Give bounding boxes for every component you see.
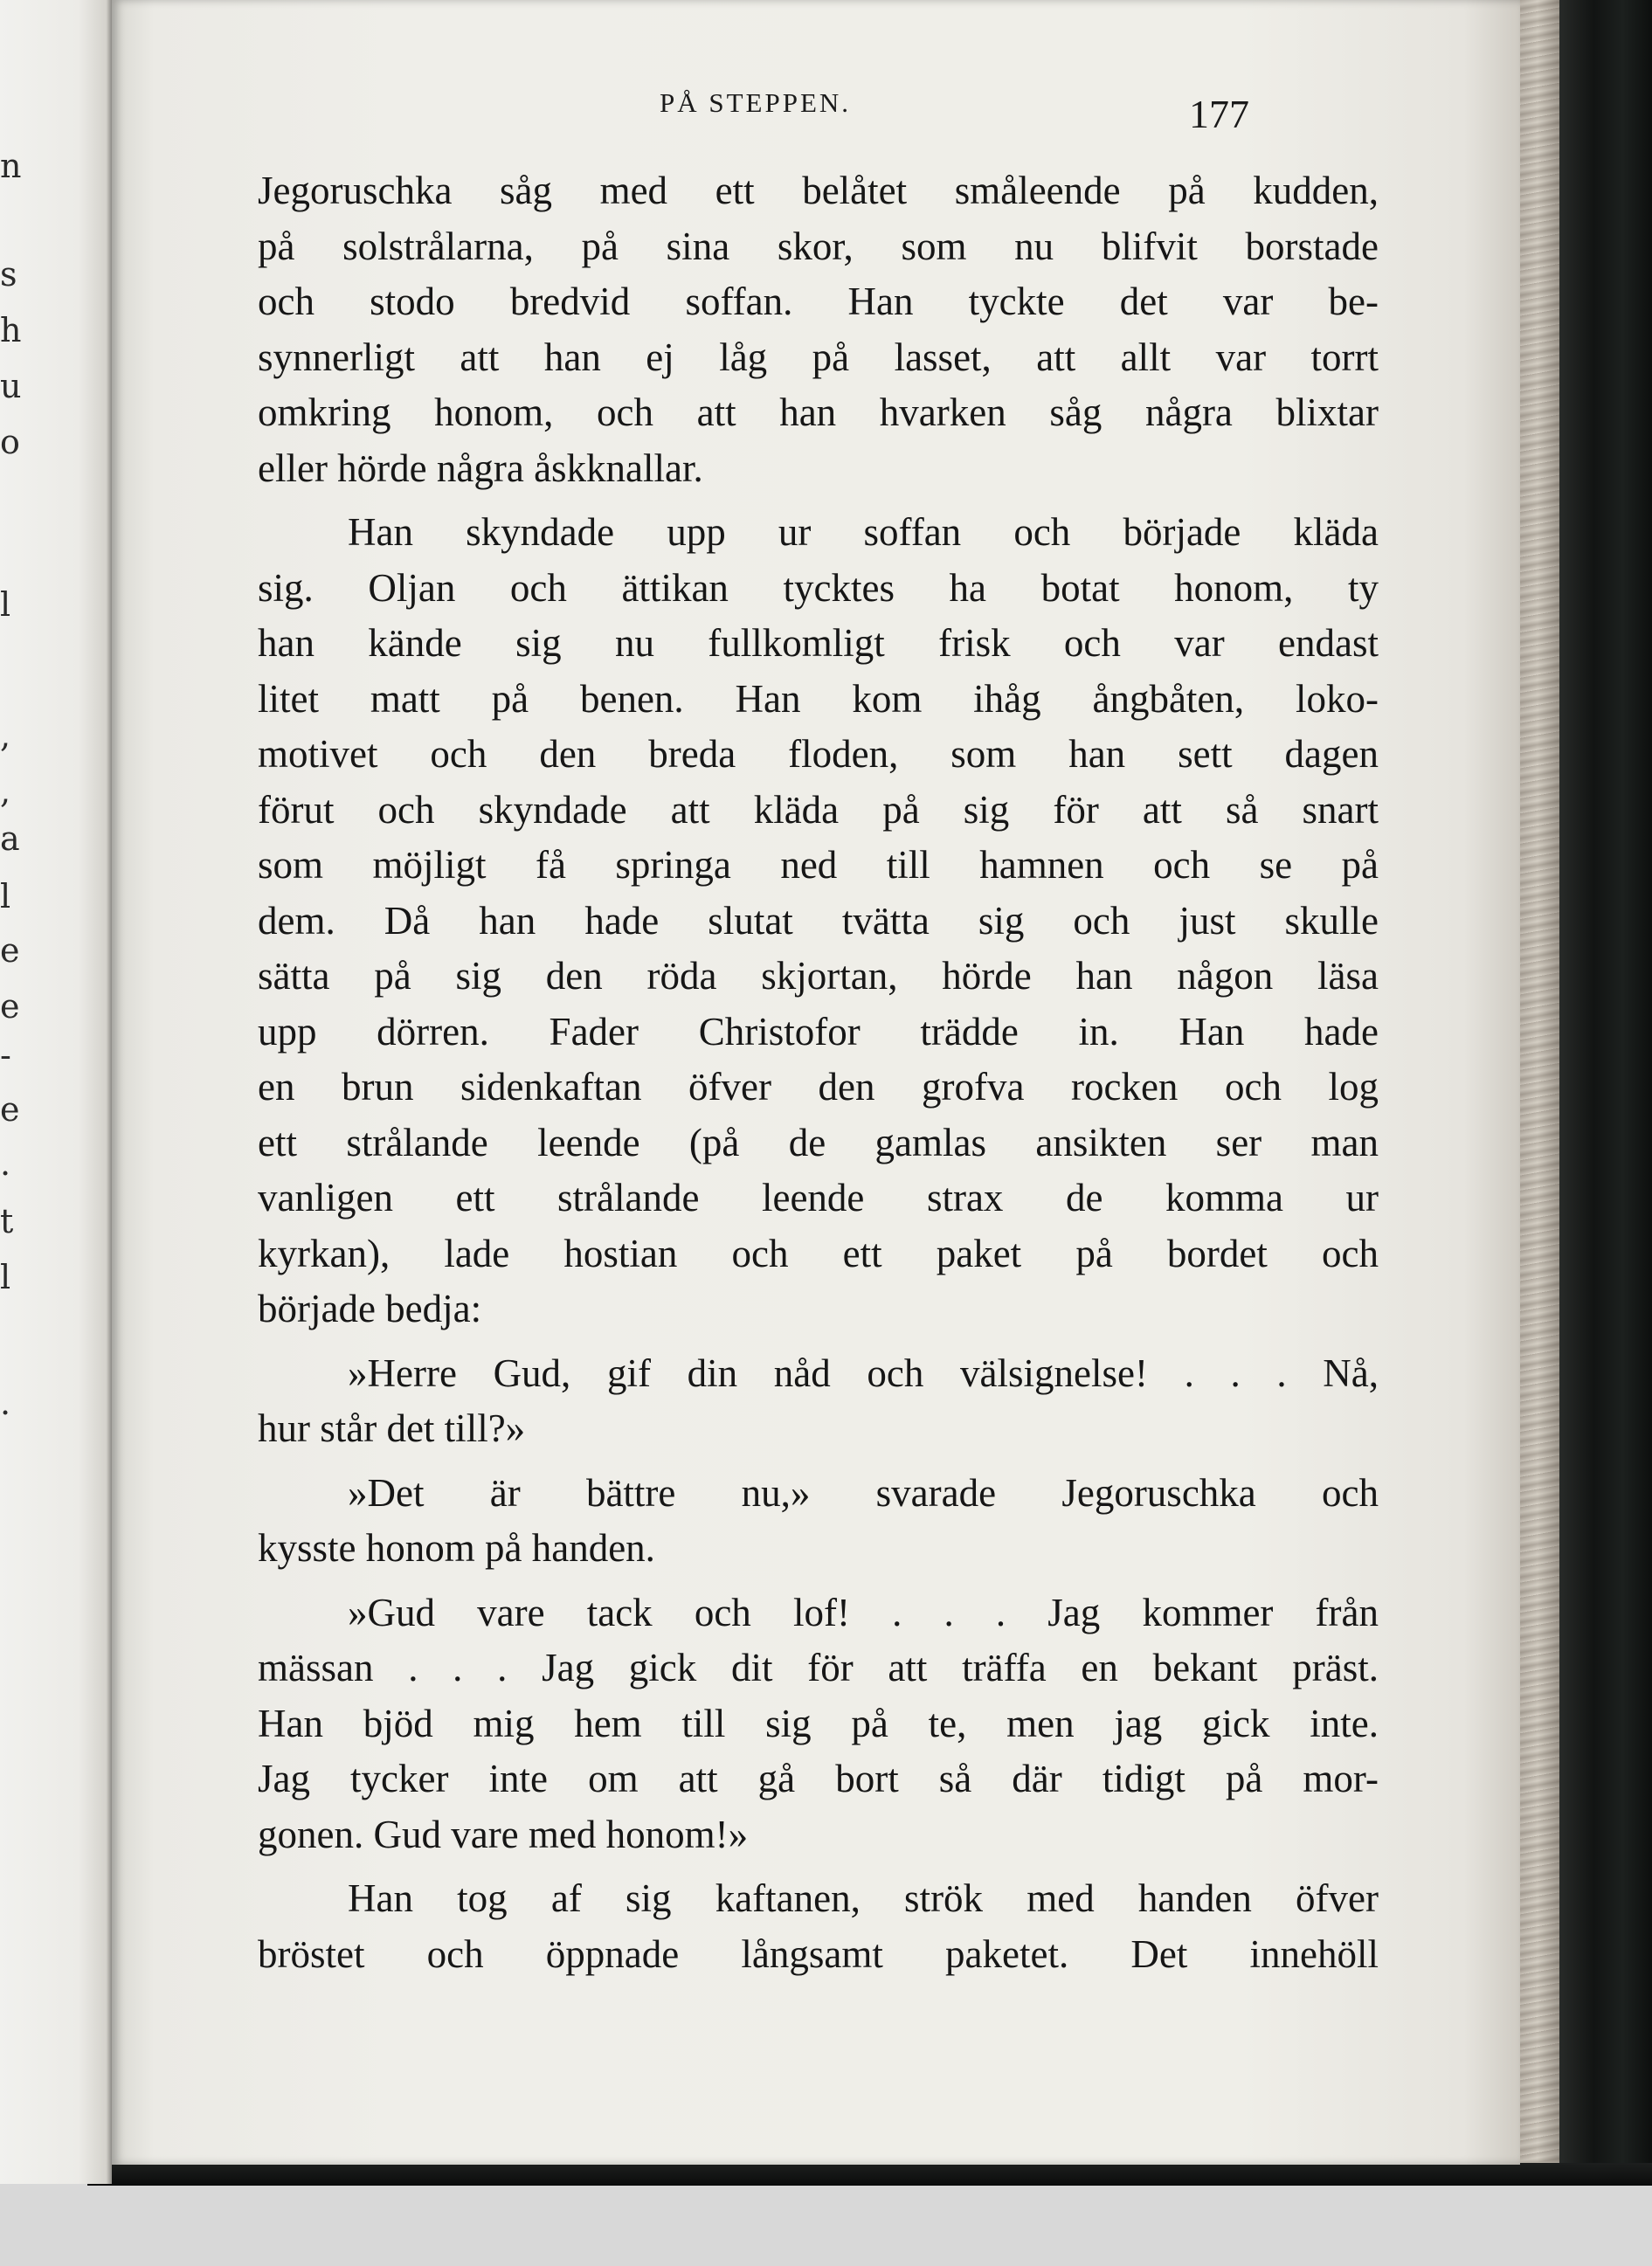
- text-line: hur står det till?»: [258, 1406, 526, 1450]
- text-line: en brun sidenkaftan öfver den grofva rocken och log: [258, 1065, 1379, 1109]
- text-line: på solstrålarna, på sina skor, som nu blifvit borstade: [258, 224, 1379, 268]
- paragraph: [258, 163, 1379, 496]
- text-line: »Herre Gud, gif din nåd och välsignelse! . . . Nå,: [348, 1351, 1379, 1395]
- text-line: bröstet och öppnade långsamt paketet. Det innehöll: [258, 1931, 1379, 1976]
- text-line: Han tog af sig kaftanen, strök med handen öfver: [348, 1876, 1379, 1920]
- left-page-fragment: l: [0, 1258, 11, 1296]
- text-line: vanligen ett strålande leende strax de komma ur: [258, 1176, 1379, 1219]
- body-text: [258, 163, 1379, 1982]
- left-page-fragment: e: [0, 987, 20, 1026]
- text-line: sätta på sig den röda skjortan, hörde han någon läsa: [258, 954, 1379, 998]
- paragraph: [258, 1466, 1379, 1577]
- text-line: Jag tycker inte om att gå bort så där tidigt på mor-: [258, 1757, 1379, 1800]
- left-page-fragment: s: [0, 255, 17, 294]
- text-line: Han bjöd mig hem till sig på te, men jag gick inte.: [258, 1701, 1379, 1745]
- left-page-fragment: l: [0, 877, 11, 915]
- left-page-fragment: u: [0, 367, 22, 405]
- page-number: 177: [1189, 92, 1249, 136]
- text-line: och stodo bredvid soffan. Han tyckte det var be-: [258, 280, 1379, 323]
- text-line: förut och skyndade att kläda på sig för att så snart: [258, 787, 1379, 832]
- text-line: eller hörde några åskknallar.: [258, 446, 703, 490]
- left-page-fragment: e: [0, 1090, 20, 1129]
- text-line: kysste honom på handen.: [258, 1526, 655, 1570]
- previous-page-edge: [0, 0, 112, 2184]
- table-surface: [0, 2184, 1652, 2266]
- left-page-fragment: h: [0, 311, 22, 349]
- left-page-fragment: .: [0, 1384, 11, 1422]
- text-line: började bedja:: [258, 1287, 482, 1330]
- text-line: omkring honom, och att han hvarken såg några blixtar: [258, 390, 1379, 434]
- text-line: som möjligt få springa ned till hamnen och se på: [258, 843, 1379, 887]
- marbled-endpaper: [1516, 0, 1559, 2166]
- book-cover: [1555, 0, 1652, 2175]
- left-page-fragment: ,: [0, 716, 11, 755]
- text-line: sig. Oljan och ättikan tycktes ha botat honom, ty: [258, 565, 1379, 610]
- text-line: litet matt på benen. Han kom ihåg ångbåten, loko-: [258, 676, 1379, 721]
- text-line: gonen. Gud vare med honom!»: [258, 1812, 749, 1856]
- paragraph: [258, 1871, 1379, 1982]
- left-page-fragment: t: [0, 1202, 14, 1240]
- book-page: [112, 0, 1520, 2165]
- paragraph: [258, 505, 1379, 1337]
- left-page-fragment: -: [0, 1036, 11, 1074]
- left-page-fragment: a: [0, 819, 20, 858]
- left-page-fragment: e: [0, 931, 20, 970]
- paragraph: [258, 1586, 1379, 1863]
- text-line: »Gud vare tack och lof! . . . Jag kommer från: [348, 1590, 1379, 1634]
- text-line: upp dörren. Fader Christofor trädde in. Han hade: [258, 1009, 1379, 1054]
- left-page-fragment: ,: [0, 772, 11, 811]
- running-head: PÅ STEPPEN.: [660, 87, 852, 118]
- text-line: dem. Då han hade slutat tvätta sig och just skulle: [258, 898, 1379, 943]
- text-line: Han skyndade upp ur soffan och började kläda: [348, 510, 1379, 554]
- left-page-fragment: n: [0, 147, 22, 185]
- book-cover-bottom-edge: [87, 2163, 1652, 2186]
- text-line: kyrkan), lade hostian och ett paket på bordet och: [258, 1231, 1379, 1275]
- text-line: Jegoruschka såg med ett belåtet småleende på kudden,: [258, 169, 1379, 212]
- text-line: synnerligt att han ej låg på lasset, att allt var torrt: [258, 335, 1379, 379]
- text-line: »Det är bättre nu,» svarade Jegoruschka och: [348, 1470, 1379, 1515]
- text-line: han kände sig nu fullkomligt frisk och var endast: [258, 621, 1379, 665]
- text-line: ett strålande leende (på de gamlas ansikten ser man: [258, 1120, 1379, 1164]
- paragraph: [258, 1346, 1379, 1457]
- left-page-fragment: l: [0, 585, 11, 624]
- left-page-fragment: .: [0, 1144, 11, 1183]
- left-page-fragment: o: [0, 423, 20, 461]
- text-line: mässan . . . Jag gick dit för att träffa en bekant präst.: [258, 1646, 1379, 1689]
- text-line: motivet och den breda floden, som han sett dagen: [258, 732, 1379, 776]
